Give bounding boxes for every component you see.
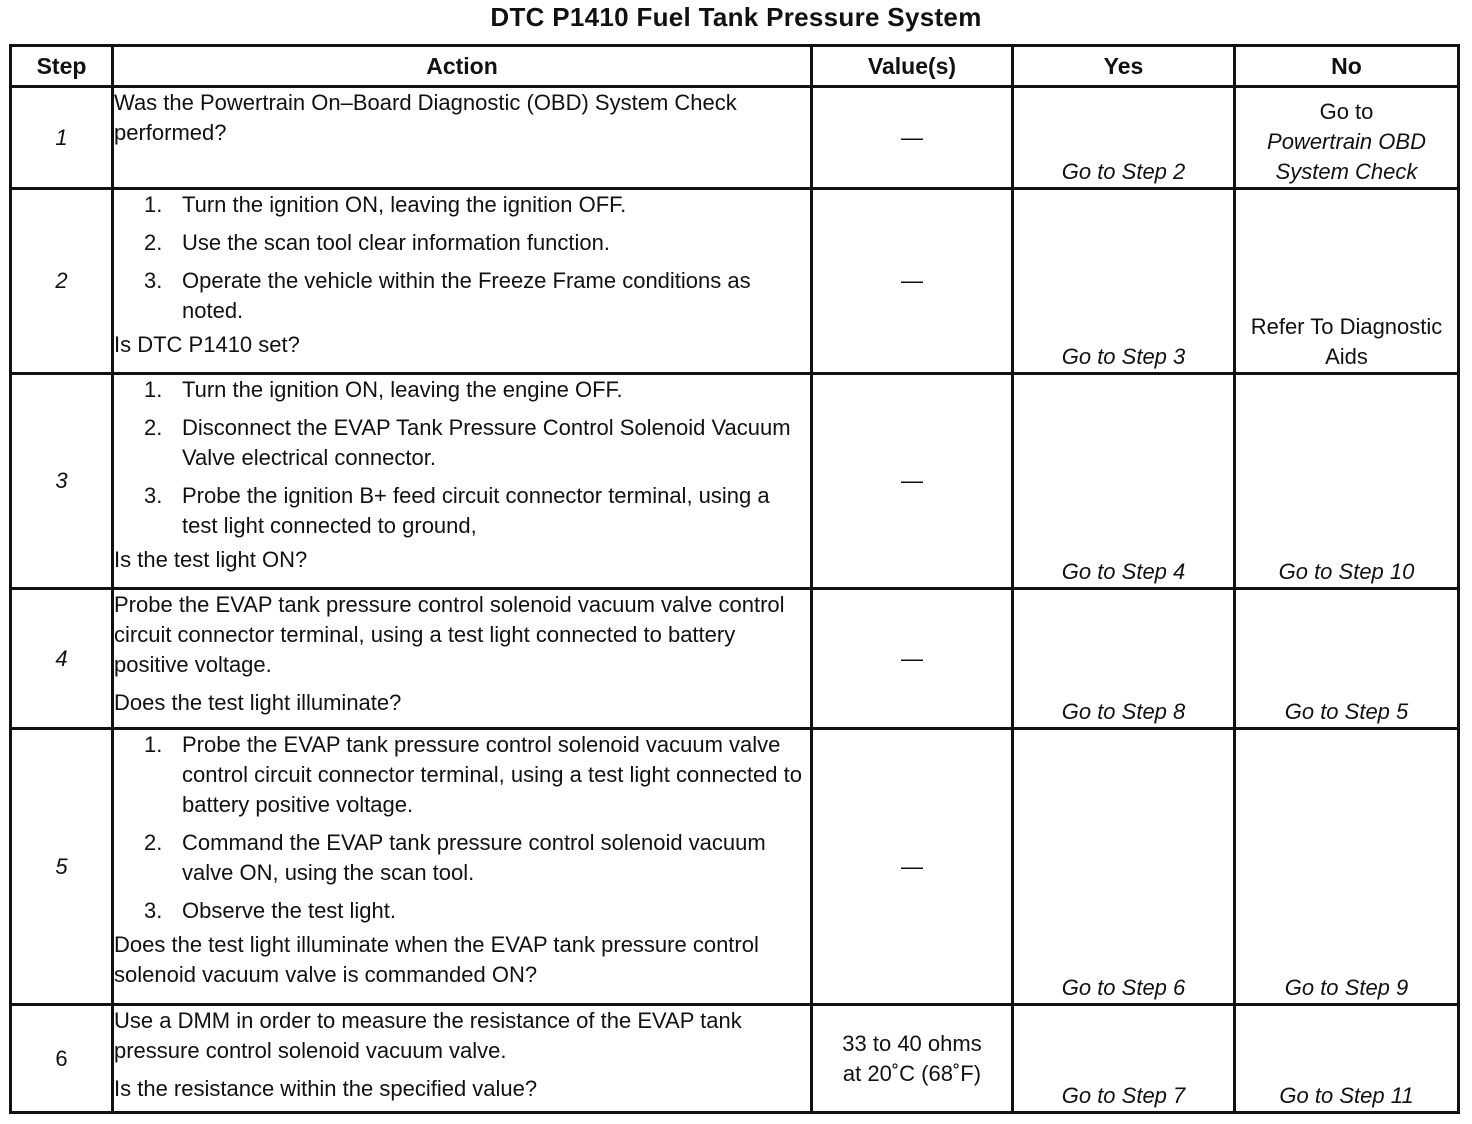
header-action: Action (113, 46, 812, 87)
no-cell (1235, 87, 1459, 189)
no-cell: Go to Step 9 (1235, 729, 1459, 1005)
step-number: 3 (11, 374, 113, 589)
list-item: 2. Use the scan tool clear information function. (144, 230, 611, 255)
no-cell: Go to Step 11 (1235, 1005, 1459, 1113)
list-item: 3. Operate the vehicle within the Freeze Frame conditions as noted. (144, 268, 751, 323)
yes-cell: Go to Step 4 (1013, 374, 1235, 589)
table-row (11, 87, 1459, 189)
yes-cell: Go to Step 8 (1013, 589, 1235, 729)
action-cell (113, 189, 812, 374)
list-item: 1. Probe the EVAP tank pressure control solenoid vacuum valve control circuit connector terminal, using a test light connected to battery positive voltage. (144, 732, 802, 817)
value-cell: — (812, 87, 1013, 189)
yes-cell: Go to Step 2 (1013, 87, 1235, 189)
step-number: 1 (11, 87, 113, 189)
value-cell: — (812, 729, 1013, 1005)
no-cell: Go to Step 5 (1235, 589, 1459, 729)
list-item: 1. Turn the ignition ON, leaving the ignition OFF. (144, 192, 627, 217)
value-cell (812, 1005, 1013, 1113)
step-number: 4 (11, 589, 113, 729)
list-item: 1. Turn the ignition ON, leaving the engine OFF. (144, 377, 623, 402)
table-row (11, 589, 1459, 729)
action-cell (113, 589, 812, 729)
action-list (114, 730, 810, 926)
no-cell (1235, 189, 1459, 374)
value-condition: at 20˚C (68˚F) (842, 1060, 982, 1086)
step-number: 6 (11, 1005, 113, 1113)
step-number: 2 (11, 189, 113, 374)
action-question: Is the resistance within the specified value? (114, 1076, 538, 1101)
list-item: 3. Observe the test light. (144, 898, 396, 923)
action-question: Does the test light illuminate? (114, 690, 402, 715)
header-step: Step (11, 46, 113, 87)
no-text: Refer To Diagnostic Aids (1250, 314, 1443, 369)
action-list (114, 190, 810, 326)
value-range: 33 to 40 ohms (842, 1030, 982, 1056)
table-row (11, 189, 1459, 374)
yes-cell: Go to Step 3 (1013, 189, 1235, 374)
list-item: 2. Command the EVAP tank pressure control solenoid vacuum valve ON, using the scan tool. (144, 830, 766, 885)
action-cell (113, 1005, 812, 1113)
no-link: Powertrain OBD System Check (1267, 129, 1426, 184)
action-list (114, 375, 810, 541)
header-row (11, 46, 1459, 87)
header-values: Value(s) (812, 46, 1013, 87)
header-no: No (1235, 46, 1459, 87)
action-cell (113, 87, 812, 189)
action-text: Probe the EVAP tank pressure control solenoid vacuum valve control circuit connector terminal, using a test light connected to battery positive voltage. (114, 592, 785, 677)
table-row (11, 729, 1459, 1005)
action-question: Does the test light illuminate when the EVAP tank pressure control solenoid vacuum valve is commanded ON? (114, 932, 759, 987)
step-number: 5 (11, 729, 113, 1005)
list-item: 3. Probe the ignition B+ feed circuit connector terminal, using a test light connected to ground, (144, 483, 770, 538)
no-text: Go to (1319, 99, 1374, 124)
table-row (11, 374, 1459, 589)
no-cell: Go to Step 10 (1235, 374, 1459, 589)
diagnostic-table (9, 44, 1460, 1114)
action-text: Use a DMM in order to measure the resistance of the EVAP tank pressure control solenoid vacuum valve. (114, 1008, 742, 1063)
action-question: Is DTC P1410 set? (114, 332, 300, 357)
yes-cell: Go to Step 6 (1013, 729, 1235, 1005)
action-cell (113, 729, 812, 1005)
value-cell: — (812, 189, 1013, 374)
value-cell: — (812, 374, 1013, 589)
list-item: 2. Disconnect the EVAP Tank Pressure Control Solenoid Vacuum Valve electrical connector. (144, 415, 791, 470)
value-cell: — (812, 589, 1013, 729)
page-title: DTC P1410 Fuel Tank Pressure System (490, 2, 982, 32)
yes-cell: Go to Step 7 (1013, 1005, 1235, 1113)
action-question: Is the test light ON? (114, 547, 308, 572)
header-yes: Yes (1013, 46, 1235, 87)
table-row (11, 1005, 1459, 1113)
action-text: Was the Powertrain On–Board Diagnostic (OBD) System Check performed? (114, 90, 737, 145)
action-cell (113, 374, 812, 589)
